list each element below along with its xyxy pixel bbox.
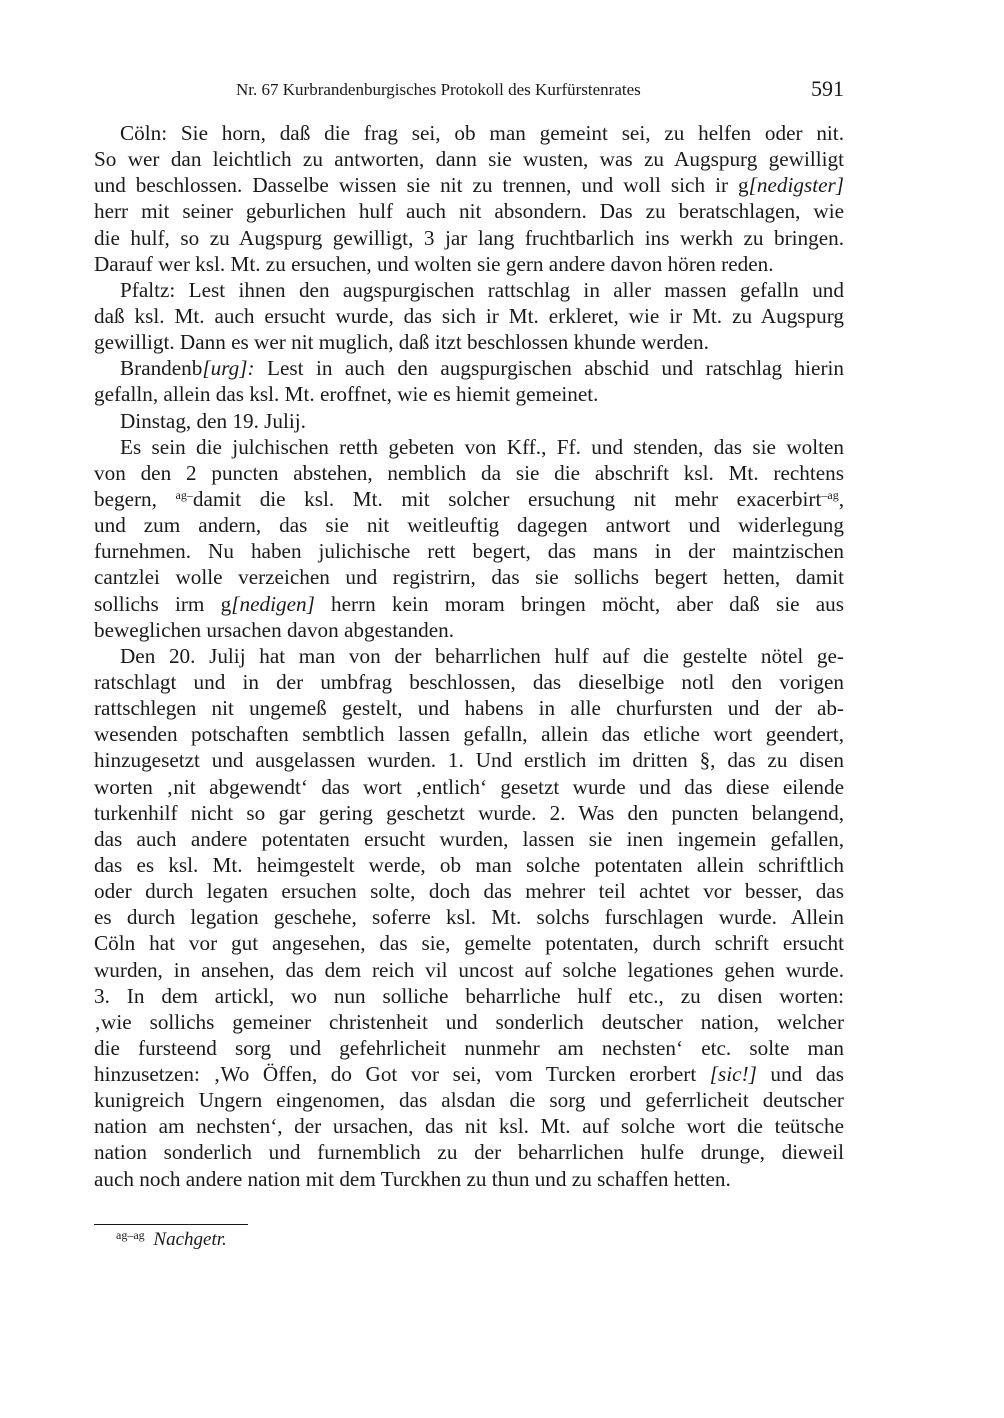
- text-segment: und beschlossen. Dasselbe wissen sie nit zu trennen, und woll sich ir g: [94, 173, 749, 198]
- text-segment: gefalln, allein das ksl. Mt. eroffnet, wie es hiemit gemeinet.: [94, 382, 599, 407]
- text-segment: Cöln: Sie horn, daß die frag sei, ob man gemeint sei, zu helfen oder nit.: [120, 121, 844, 145]
- footnote: [116, 1228, 227, 1251]
- text-segment: daß ksl. Mt. auch ersucht wurde, das sich ir Mt. erkleret, wie ir Mt. zu Augspurg: [94, 303, 844, 328]
- footnote-marker: –ag: [821, 487, 839, 502]
- text-segment: Dinstag, den 19. Julij.: [120, 408, 306, 433]
- text-line: [94, 826, 844, 852]
- text-segment: hinzusetzen: ‚Wo Öffen, do Got vor sei, vom Turcken erorbert: [94, 1062, 710, 1087]
- paragraph: [94, 643, 844, 1192]
- text-segment: und das: [756, 1062, 844, 1087]
- text-line: [94, 747, 844, 773]
- text-line: [94, 277, 844, 303]
- text-segment: ratschlagt und in der umbfrag beschlossen, das dieselbige notl den vorigen: [94, 669, 844, 694]
- paragraph: [94, 408, 844, 434]
- text-line: [94, 1061, 844, 1087]
- text-segment: ,: [838, 486, 844, 511]
- text-line: [94, 564, 844, 590]
- text-segment: gewilligt. Dann es wer nit muglich, daß itzt beschlossen khunde werden.: [94, 330, 709, 355]
- text-segment: auch noch andere nation mit dem Turckhen zu thun und zu schaffen hetten.: [94, 1166, 731, 1191]
- text-segment: wesenden potschaften sembtlich lassen gefalln, allein das etliche wort geendert,: [94, 722, 844, 747]
- text-segment: Lest in auch den augspurgischen abschid und ratschlag hierin: [254, 356, 844, 381]
- text-segment: begern,: [94, 486, 176, 511]
- text-segment: die hulf, so zu Augspurg gewilligt, 3 jar lang fruchtbarlich ins werkh zu bringen.: [94, 225, 844, 250]
- text-segment: beweglichen ursachen davon abgestanden.: [94, 617, 455, 642]
- text-line: [94, 512, 844, 538]
- text-segment: hinzugesetzt und ausgelassen wurden. 1. Und erstlich im dritten §, das zu disen: [94, 748, 844, 773]
- text-line: [94, 800, 844, 826]
- text-line: [94, 983, 844, 1009]
- editorial-insertion: [sic!]: [709, 1062, 757, 1087]
- text-line: [94, 146, 844, 172]
- text-segment: Cöln hat vor gut angesehen, das sie, gemelte potentaten, durch schrift ersucht: [94, 931, 844, 956]
- text-segment: nation sonderlich und furnemblich zu der beharrlichen hulfe drunge, dieweil: [94, 1140, 844, 1165]
- editorial-insertion: [nedigster]: [748, 173, 844, 198]
- text-segment: wurden, in ansehen, das dem reich vil uncost auf solche legationes gehen wurde.: [94, 957, 844, 982]
- text-segment: sollichs irm g: [94, 591, 232, 616]
- text-line: [94, 669, 844, 695]
- text-segment: kunigreich Ungern eingenomen, das alsdan die sorg und geferrlicheit deutscher: [94, 1088, 844, 1113]
- text-line: [94, 1009, 844, 1035]
- text-segment: Brandenb: [120, 356, 203, 381]
- text-segment: oder durch legaten ersuchen solte, doch das mehrer teil achtet vor besser, das: [94, 879, 844, 904]
- text-line: [94, 172, 844, 198]
- editorial-insertion: [nedigen]: [231, 591, 315, 616]
- text-line: [94, 1087, 844, 1113]
- text-line: [94, 1035, 844, 1061]
- main-text: [94, 120, 844, 1192]
- text-line: [94, 120, 844, 146]
- text-line: [94, 355, 844, 381]
- text-segment: und zum andern, das sie nit weitleuftig dagegen antwort und widerlegung: [94, 513, 844, 538]
- text-segment: das auch andere potentaten ersucht wurden, lassen sie inen ingemein gefallen,: [94, 826, 844, 851]
- text-line: [94, 1139, 844, 1165]
- text-segment: herrn kein moram bringen möcht, aber daß sie aus: [314, 591, 844, 616]
- text-line: [94, 695, 844, 721]
- text-line: [94, 408, 844, 434]
- text-segment: die fursteend sorg und gefehrlicheit nunmehr am nechsten‘ etc. solte man: [94, 1035, 844, 1060]
- text-line: [94, 1166, 844, 1192]
- footnote-mark: ag–ag: [116, 1228, 145, 1242]
- text-segment: cantzlei wolle verzeichen und registrirn, das sie sollichs begert hetten, damit: [94, 565, 844, 590]
- text-line: [94, 251, 844, 277]
- text-line: [94, 643, 844, 669]
- text-line: [94, 957, 844, 983]
- paragraph: [94, 120, 844, 277]
- running-title: Nr. 67 Kurbrandenburgisches Protokoll des Kurfürstenrates: [236, 80, 641, 99]
- text-segment: So wer dan leichtlich zu antworten, dann sie wusten, was zu Augspurg gewilligt: [94, 147, 844, 172]
- text-segment: Pfaltz: Lest ihnen den augspurgischen rattschlag in aller massen gefalln und: [120, 277, 844, 302]
- text-segment: damit die ksl. Mt. mit solcher ersuchung nit mehr exacerbirt: [192, 486, 822, 511]
- paragraph: [94, 434, 844, 643]
- text-line: [94, 538, 844, 564]
- text-segment: Darauf wer ksl. Mt. zu ersuchen, und wolten sie gern andere davon hören reden.: [94, 251, 774, 276]
- text-segment: Den 20. Julij hat man von der beharrlichen hulf auf die gestelte nötel ge-: [120, 643, 844, 668]
- text-line: [94, 904, 844, 930]
- footnote-divider: [94, 1224, 248, 1225]
- paragraph: [94, 355, 844, 407]
- text-line: [94, 460, 844, 486]
- text-line: [94, 486, 844, 512]
- text-segment: Es sein die julchischen retth gebeten von Kff., Ff. und stenden, das sie wolten: [120, 434, 844, 459]
- text-line: [94, 721, 844, 747]
- text-segment: es durch legation geschehe, soferre ksl. Mt. solchs furschlagen wurde. Allein: [94, 905, 844, 930]
- paragraph: [94, 277, 844, 355]
- text-segment: worten ‚nit abgewendt‘ das wort ‚entlich‘ gesetzt wurde und das diese eilende: [94, 774, 844, 799]
- text-line: [94, 774, 844, 800]
- text-line: [94, 381, 844, 407]
- text-segment: ‚wie sollichs gemeiner christenheit und sonderlich deutscher nation, welcher: [94, 1009, 844, 1034]
- text-line: [94, 617, 844, 643]
- running-header: [94, 78, 844, 108]
- text-segment: von den 2 puncten abstehen, nemblich da sie die abschrift ksl. Mt. rechtens: [94, 460, 844, 485]
- text-line: [94, 225, 844, 251]
- text-line: [94, 198, 844, 224]
- text-line: [94, 930, 844, 956]
- text-segment: das es ksl. Mt. heimgestelt werde, ob man solche potentaten allein schriftlich: [94, 852, 844, 877]
- text-line: [94, 591, 844, 617]
- footnote-marker: ag–: [175, 487, 193, 502]
- text-segment: nation am nechsten‘, der ursachen, das nit ksl. Mt. auf solche wort die teütsche: [94, 1114, 844, 1139]
- text-line: [94, 878, 844, 904]
- text-line: [94, 303, 844, 329]
- text-segment: furnehmen. Nu haben julichische rett begert, das mans in der maintzischen: [94, 539, 844, 564]
- footnote-text: Nachgetr.: [153, 1229, 227, 1250]
- text-segment: 3. In dem artickl, wo nun solliche beharrliche hulf etc., zu disen worten:: [94, 983, 844, 1008]
- page-number: 591: [811, 76, 844, 101]
- text-line: [94, 434, 844, 460]
- text-segment: turkenhilf nicht so gar gering geschetzt wurde. 2. Was den puncten belangend,: [94, 800, 844, 825]
- text-line: [94, 852, 844, 878]
- editorial-insertion: [urg]:: [202, 356, 255, 381]
- text-line: [94, 1113, 844, 1139]
- text-segment: herr mit seiner geburlichen hulf auch nit absondern. Das zu beratschlagen, wie: [94, 199, 844, 224]
- text-line: [94, 329, 844, 355]
- text-segment: rattschlegen nit ungemeß gestelt, und habens in alle churfursten und der ab-: [94, 696, 844, 721]
